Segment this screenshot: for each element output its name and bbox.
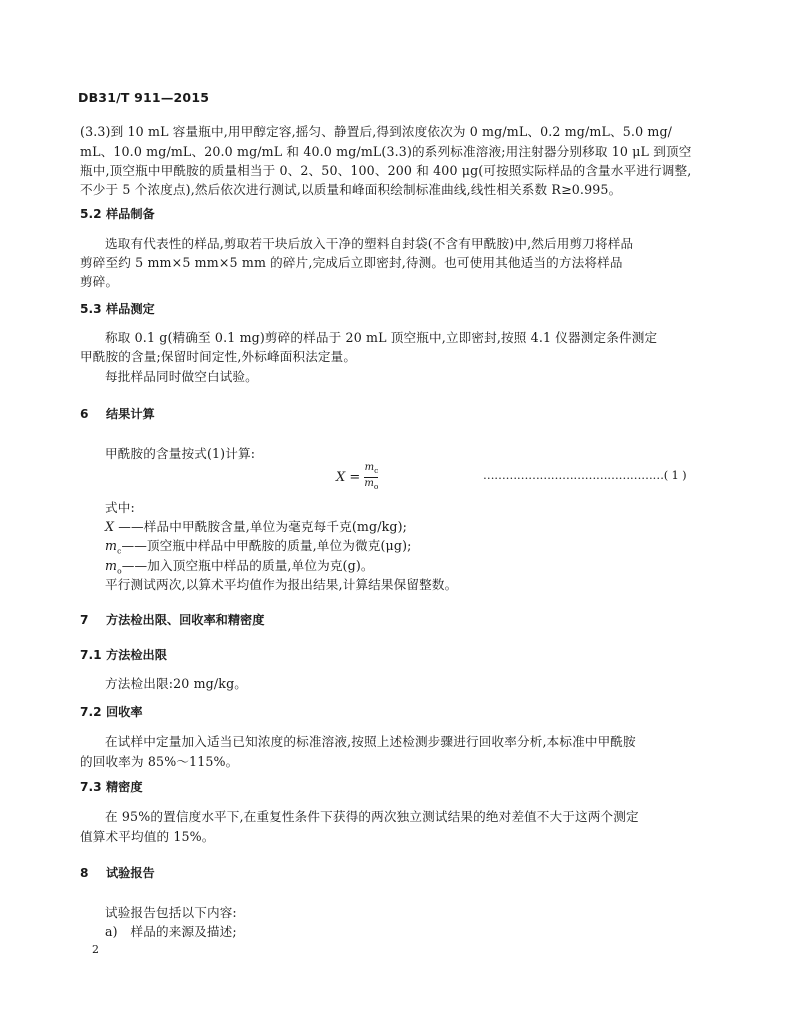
variable-symbol: m: [105, 558, 118, 573]
section-heading-6: [80, 405, 155, 422]
formula-fraction: [364, 462, 378, 493]
variable-symbol: X: [105, 519, 115, 534]
section-heading-8: [80, 864, 155, 881]
paragraph-line: mL、10.0 mg/mL、20.0 mg/mL 和 40.0 mg/mL(3.3)的系列标准溶液;用注射器分别移取 10 μL 到顶空: [80, 144, 692, 159]
paragraph-line: 在试样中定量加入适当已知浓度的标准溶液,按照上述检测步骤进行回收率分析,本标准中甲酰胺: [105, 734, 636, 749]
paragraph-line: 剪碎至约 5 mm×5 mm×5 mm 的碎片,完成后立即密封,待测。也可使用其他适当的方法将样品: [80, 255, 623, 270]
paragraph-line: 平行测试两次,以算术平均值作为报出结果,计算结果保留整数。: [105, 577, 458, 592]
variable-definition: [105, 535, 412, 556]
formula-denominator: m: [364, 478, 374, 489]
paragraph-line: 瓶中,顶空瓶中甲酰胺的质量相当于 0、2、50、100、200 和 400 μg(可按照实际样品的含量水平进行调整,: [80, 163, 692, 178]
variable-definition: [105, 516, 407, 535]
paragraph-line: 试验报告包括以下内容:: [105, 905, 237, 920]
list-item: a) 样品的来源及描述;: [105, 924, 237, 939]
section-heading-7-2: [80, 703, 143, 720]
page-number: 2: [92, 943, 100, 956]
section-title: 回收率: [106, 705, 143, 719]
section-title: 方法检出限: [106, 648, 167, 662]
paragraph-line: 称取 0.1 g(精确至 0.1 mg)剪碎的样品于 20 mL 顶空瓶中,立即密封,按照 4.1 仪器测定条件测定: [105, 330, 658, 345]
paragraph-line: 甲酰胺的含量;保留时间定性,外标峰面积法定量。: [80, 349, 357, 364]
paragraph-line: 式中:: [105, 500, 135, 515]
section-number: 5.3: [80, 302, 102, 316]
paragraph-line: (3.3)到 10 mL 容量瓶中,用甲醇定容,摇匀、静置后,得到浓度依次为 0 mg/mL、0.2 mg/mL、5.0 mg/: [80, 124, 673, 139]
variable-description: ——加入顶空瓶中样品的质量,单位为克(g)。: [121, 558, 374, 573]
formula-numerator: m: [364, 462, 375, 473]
section-number: 7.2: [80, 705, 102, 719]
formula-denominator-subscript: o: [373, 482, 379, 491]
section-number: 8: [80, 866, 89, 880]
section-number: 7.3: [80, 780, 102, 794]
section-heading-7-3: [80, 778, 143, 795]
section-title: 精密度: [106, 780, 143, 794]
formula-lhs: X =: [336, 470, 361, 485]
section-title: 样品制备: [106, 207, 155, 221]
variable-subscript: o: [117, 566, 122, 576]
paragraph-line: 在 95%的置信度水平下,在重复性条件下获得的两次独立测试结果的绝对差值不大于这两个测定: [105, 809, 639, 824]
paragraph-line: 剪碎。: [80, 274, 119, 289]
section-heading-7-1: [80, 646, 167, 663]
variable-description: ——顶空瓶中样品中甲酰胺的质量,单位为微克(μg);: [121, 538, 412, 553]
section-title: 结果计算: [106, 407, 155, 421]
section-number: 7: [80, 613, 89, 627]
paragraph-line: 方法检出限:20 mg/kg。: [105, 676, 248, 691]
section-heading-5-3: [80, 300, 155, 317]
section-number: 7.1: [80, 648, 102, 662]
paragraph-line: 甲酰胺的含量按式(1)计算:: [105, 446, 256, 461]
section-heading-5-2: [80, 205, 155, 222]
variable-subscript: c: [117, 546, 122, 556]
formula-1: [336, 462, 378, 493]
section-title: 方法检出限、回收率和精密度: [106, 613, 265, 627]
variable-symbol: m: [105, 538, 118, 553]
paragraph-line: 不少于 5 个浓度点),然后依次进行测试,以质量和峰面积绘制标准曲线,线性相关系数 R≥0.995。: [80, 182, 622, 197]
formula-numerator-subscript: c: [374, 466, 379, 475]
variable-description: ——样品中甲酰胺含量,单位为毫克每千克(mg/kg);: [118, 519, 408, 534]
paragraph-line: 选取有代表性的样品,剪取若干块后放入干净的塑料自封袋(不含有甲酰胺)中,然后用剪刀将样品: [105, 236, 634, 251]
equation-number: …………………………………………( 1 ): [483, 468, 687, 482]
section-title: 试验报告: [106, 866, 155, 880]
paragraph-line: 每批样品同时做空白试验。: [105, 369, 258, 384]
variable-definition: [105, 555, 374, 576]
paragraph-line: 值算术平均值的 15%。: [80, 829, 215, 844]
document-id-header: DB31/T 911—2015: [78, 90, 210, 105]
section-title: 样品测定: [106, 302, 155, 316]
section-number: 5.2: [80, 207, 102, 221]
section-number: 6: [80, 407, 89, 421]
section-heading-7: [80, 611, 264, 628]
paragraph-line: 的回收率为 85%～115%。: [80, 754, 239, 769]
